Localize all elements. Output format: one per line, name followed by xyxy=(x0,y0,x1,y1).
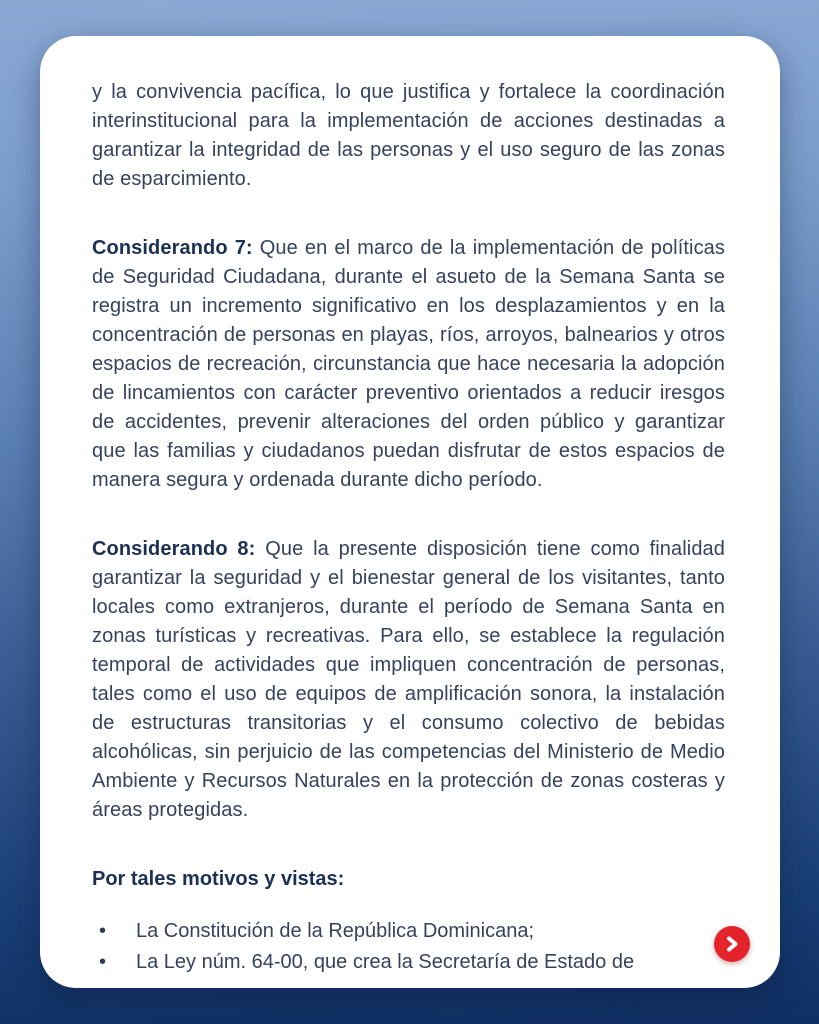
next-page-button[interactable] xyxy=(714,926,750,962)
considerando-8-paragraph xyxy=(92,535,725,825)
list-item xyxy=(92,916,725,947)
motives-heading: Por tales motivos y vistas: xyxy=(92,868,345,890)
considerando-8-label: Considerando 8: xyxy=(92,538,266,560)
list-item-text: La Ley núm. 64-00, que crea la Secretaría de Estado de xyxy=(136,951,635,973)
document-content xyxy=(92,78,725,978)
intro-paragraph-text: y la convivencia pacífica, lo que justifica y fortalece la coordinación interinstitucional para la implementación de acciones destinadas a garantizar la integridad de las personas y el uso seguro de las zonas de esparcimiento. xyxy=(92,81,725,190)
vistas-list xyxy=(92,916,725,978)
list-item-text: La Constitución de la República Dominicana; xyxy=(136,920,535,942)
considerando-7-label: Considerando 7: xyxy=(92,237,260,259)
chevron-right-icon xyxy=(724,936,740,952)
considerando-7-paragraph xyxy=(92,234,725,495)
considerando-8-text: Que la presente disposición tiene como finalidad garantizar la seguridad y el bienestar general de los visitantes, tanto locales como extranjeros, durante el período de Semana Santa en zonas turísticas y recreativas. Para ello, se establece la regulación temporal de actividades que impliquen concentración de personas, tales como el uso de equipos de amplificación sonora, la instalación de estructuras transitorias y el consumo colectivo de bebidas alcohólicas, sin perjuicio de las competencias del Ministerio de Medio Ambiente y Recursos Naturales en la protección de zonas costeras y áreas protegidas. xyxy=(92,538,725,821)
list-item xyxy=(92,947,725,978)
intro-paragraph xyxy=(92,78,725,194)
document-card xyxy=(40,36,780,988)
considerando-7-text: Que en el marco de la implementación de políticas de Seguridad Ciudadana, durante el asueto de la Semana Santa se registra un incremento significativo en los desplazamientos y en la concentración de personas en playas, ríos, arroyos, balnearios y otros espacios de recreación, circunstancia que hace necesaria la adopción de lincamientos con carácter preventivo orientados a reducir iresgos de accidentes, prevenir alteraciones del orden público y garantizar que las familias y ciudadanos puedan disfrutar de estos espacios de manera segura y ordenada durante dicho período. xyxy=(92,237,726,491)
bullet-icon: • xyxy=(99,920,107,942)
bullet-icon: • xyxy=(99,951,107,973)
